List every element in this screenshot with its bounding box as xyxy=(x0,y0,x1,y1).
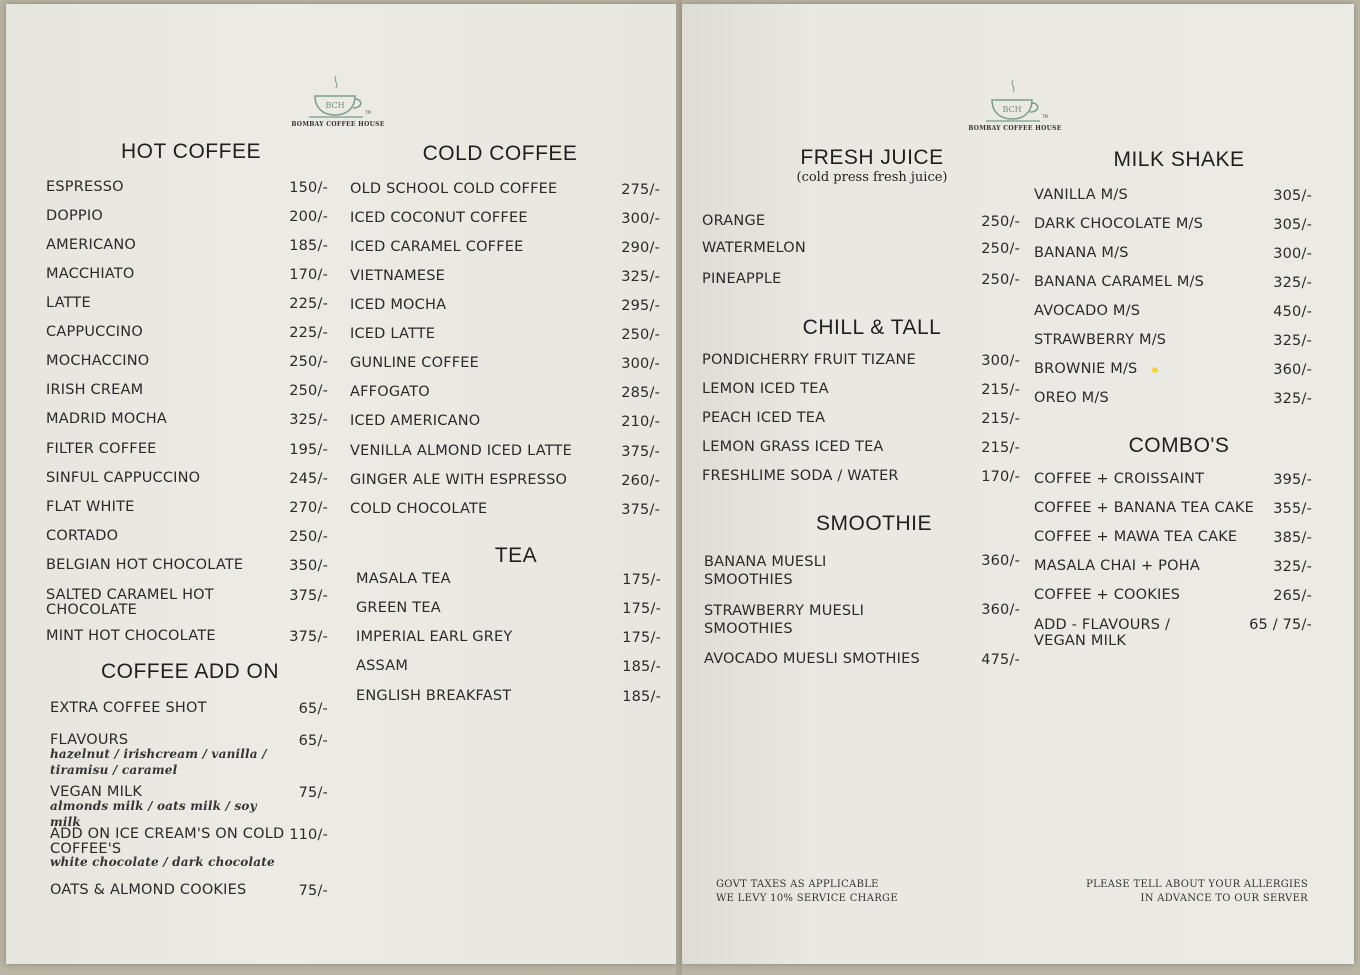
milk-shake-section: MILK SHAKE VANILLA M/S 305/- DARK CHOCOLATE M/S 305/- BANANA M/S 300/- BANANA CARAMEL M/S 325/- AVOCADO M/S 450/- STRAWBERRY M/S 325/- BROWNIE M/S 360/- OREO M/S 325/- xyxy=(1034,148,1312,407)
section-title: SMOOTHIE xyxy=(815,512,932,535)
section-title: HOT COFFEE xyxy=(121,140,261,163)
brand-name: BOMBAY COFFEE HOUSE xyxy=(968,125,1062,132)
hot-coffee-section: HOT COFFEE ESPRESSO 150/- DOPPIO 200/- AMERICANO 185/- MACCHIATO 170/- LATTE 225/- CAPPUCCINO 225/- MOCHACCINO 250/- IRISH CREAM 250/- MADRID MOCHA 325/- FILTER COFFEE 195/- SINFUL CAPPUCCINO 245/- FLAT WHITE 270/- CORTADO 250/- BELGIAN HOT CHOCOLATE 350/- SALTED CARAMEL HOT CHOCOLATE 375/- MINT HOT CHOCOLATE 375/- xyxy=(46,140,328,645)
brand-mark: TM xyxy=(365,110,371,115)
menu-left-page xyxy=(6,4,676,964)
smoothie-section: SMOOTHIE BANANA MUESLI SMOOTHIES 360/- STRAWBERRY MUESLI SMOOTHIES 360/- AVOCADO MUESLI SMOTHIES 475/- xyxy=(704,512,1020,668)
section-title: FRESH JUICE xyxy=(800,146,944,169)
section-title: TEA xyxy=(494,544,538,567)
highlight-dot-icon xyxy=(1152,367,1158,373)
section-title: MILK SHAKE xyxy=(1113,148,1245,171)
coffee-cup-icon xyxy=(980,76,1050,124)
brand-name: BOMBAY COFFEE HOUSE xyxy=(291,121,385,128)
brand-logo xyxy=(965,76,1065,132)
menu-right-page xyxy=(682,4,1354,964)
brand-mark: TM xyxy=(1042,114,1048,119)
fresh-juice-section: FRESH JUICE (cold press fresh juice) ORANGE 250/- WATERMELON 250/- PINEAPPLE 250/- xyxy=(702,146,1020,288)
allergy-note: PLEASE TELL ABOUT YOUR ALLERGIES IN ADVANCE TO OUR SERVER xyxy=(1086,879,1308,904)
section-title: CHILL & TALL xyxy=(802,316,942,339)
coffee-add-on-section: COFFEE ADD ON EXTRA COFFEE SHOT 65/- FLAVOURS 65/- hazelnut / irishcream / vanilla / tiramisu / caramel VEGAN MILK 75/- almonds milk / oats milk / soy milk ADD ON ICE CREAM'S ON COLD COFFEE'S 110/- white chocolate / dark chocolate OATS & ALMOND COOKIES 75/- xyxy=(50,660,328,899)
combos-section: COMBO'S COFFEE + CROISSAINT 395/- COFFEE + BANANA TEA CAKE 355/- COFFEE + MAWA TEA CAKE 385/- MASALA CHAI + POHA 325/- COFFEE + COOKIES 265/- ADD - FLAVOURS / VEGAN MILK 65 / 75/- xyxy=(1034,434,1312,649)
section-title: COLD COFFEE xyxy=(422,142,578,165)
tax-note: GOVT TAXES AS APPLICABLE WE LEVY 10% SERVICE CHARGE xyxy=(716,879,898,904)
chill-tall-section: CHILL & TALL PONDICHERRY FRUIT TIZANE 300/- LEMON ICED TEA 215/- PEACH ICED TEA 215/- LEMON GRASS ICED TEA 215/- FRESHLIME SODA / WATER 170/- xyxy=(702,316,1020,485)
brand-initials: BCH xyxy=(1002,105,1022,114)
section-title: COFFEE ADD ON xyxy=(100,660,280,683)
tea-section: TEA MASALA TEA 175/- GREEN TEA 175/- IMPERIAL EARL GREY 175/- ASSAM 185/- ENGLISH BREAKFAST 185/- xyxy=(356,544,661,705)
brand-initials: BCH xyxy=(325,101,345,110)
coffee-cup-icon xyxy=(303,72,373,120)
brand-logo xyxy=(288,72,388,128)
cold-coffee-section: COLD COFFEE OLD SCHOOL COLD COFFEE 275/- ICED COCONUT COFFEE 300/- ICED CARAMEL COFFEE 290/- VIETNAMESE 325/- ICED MOCHA 295/- ICED LATTE 250/- GUNLINE COFFEE 300/- AFFOGATO 285/- ICED AMERICANO 210/- VENILLA ALMOND ICED LATTE 375/- GINGER ALE WITH ESPRESSO 260/- COLD CHOCOLATE 375/- xyxy=(350,142,660,518)
section-subtitle: (cold press fresh juice) xyxy=(796,170,948,185)
section-title: COMBO'S xyxy=(1128,434,1230,457)
